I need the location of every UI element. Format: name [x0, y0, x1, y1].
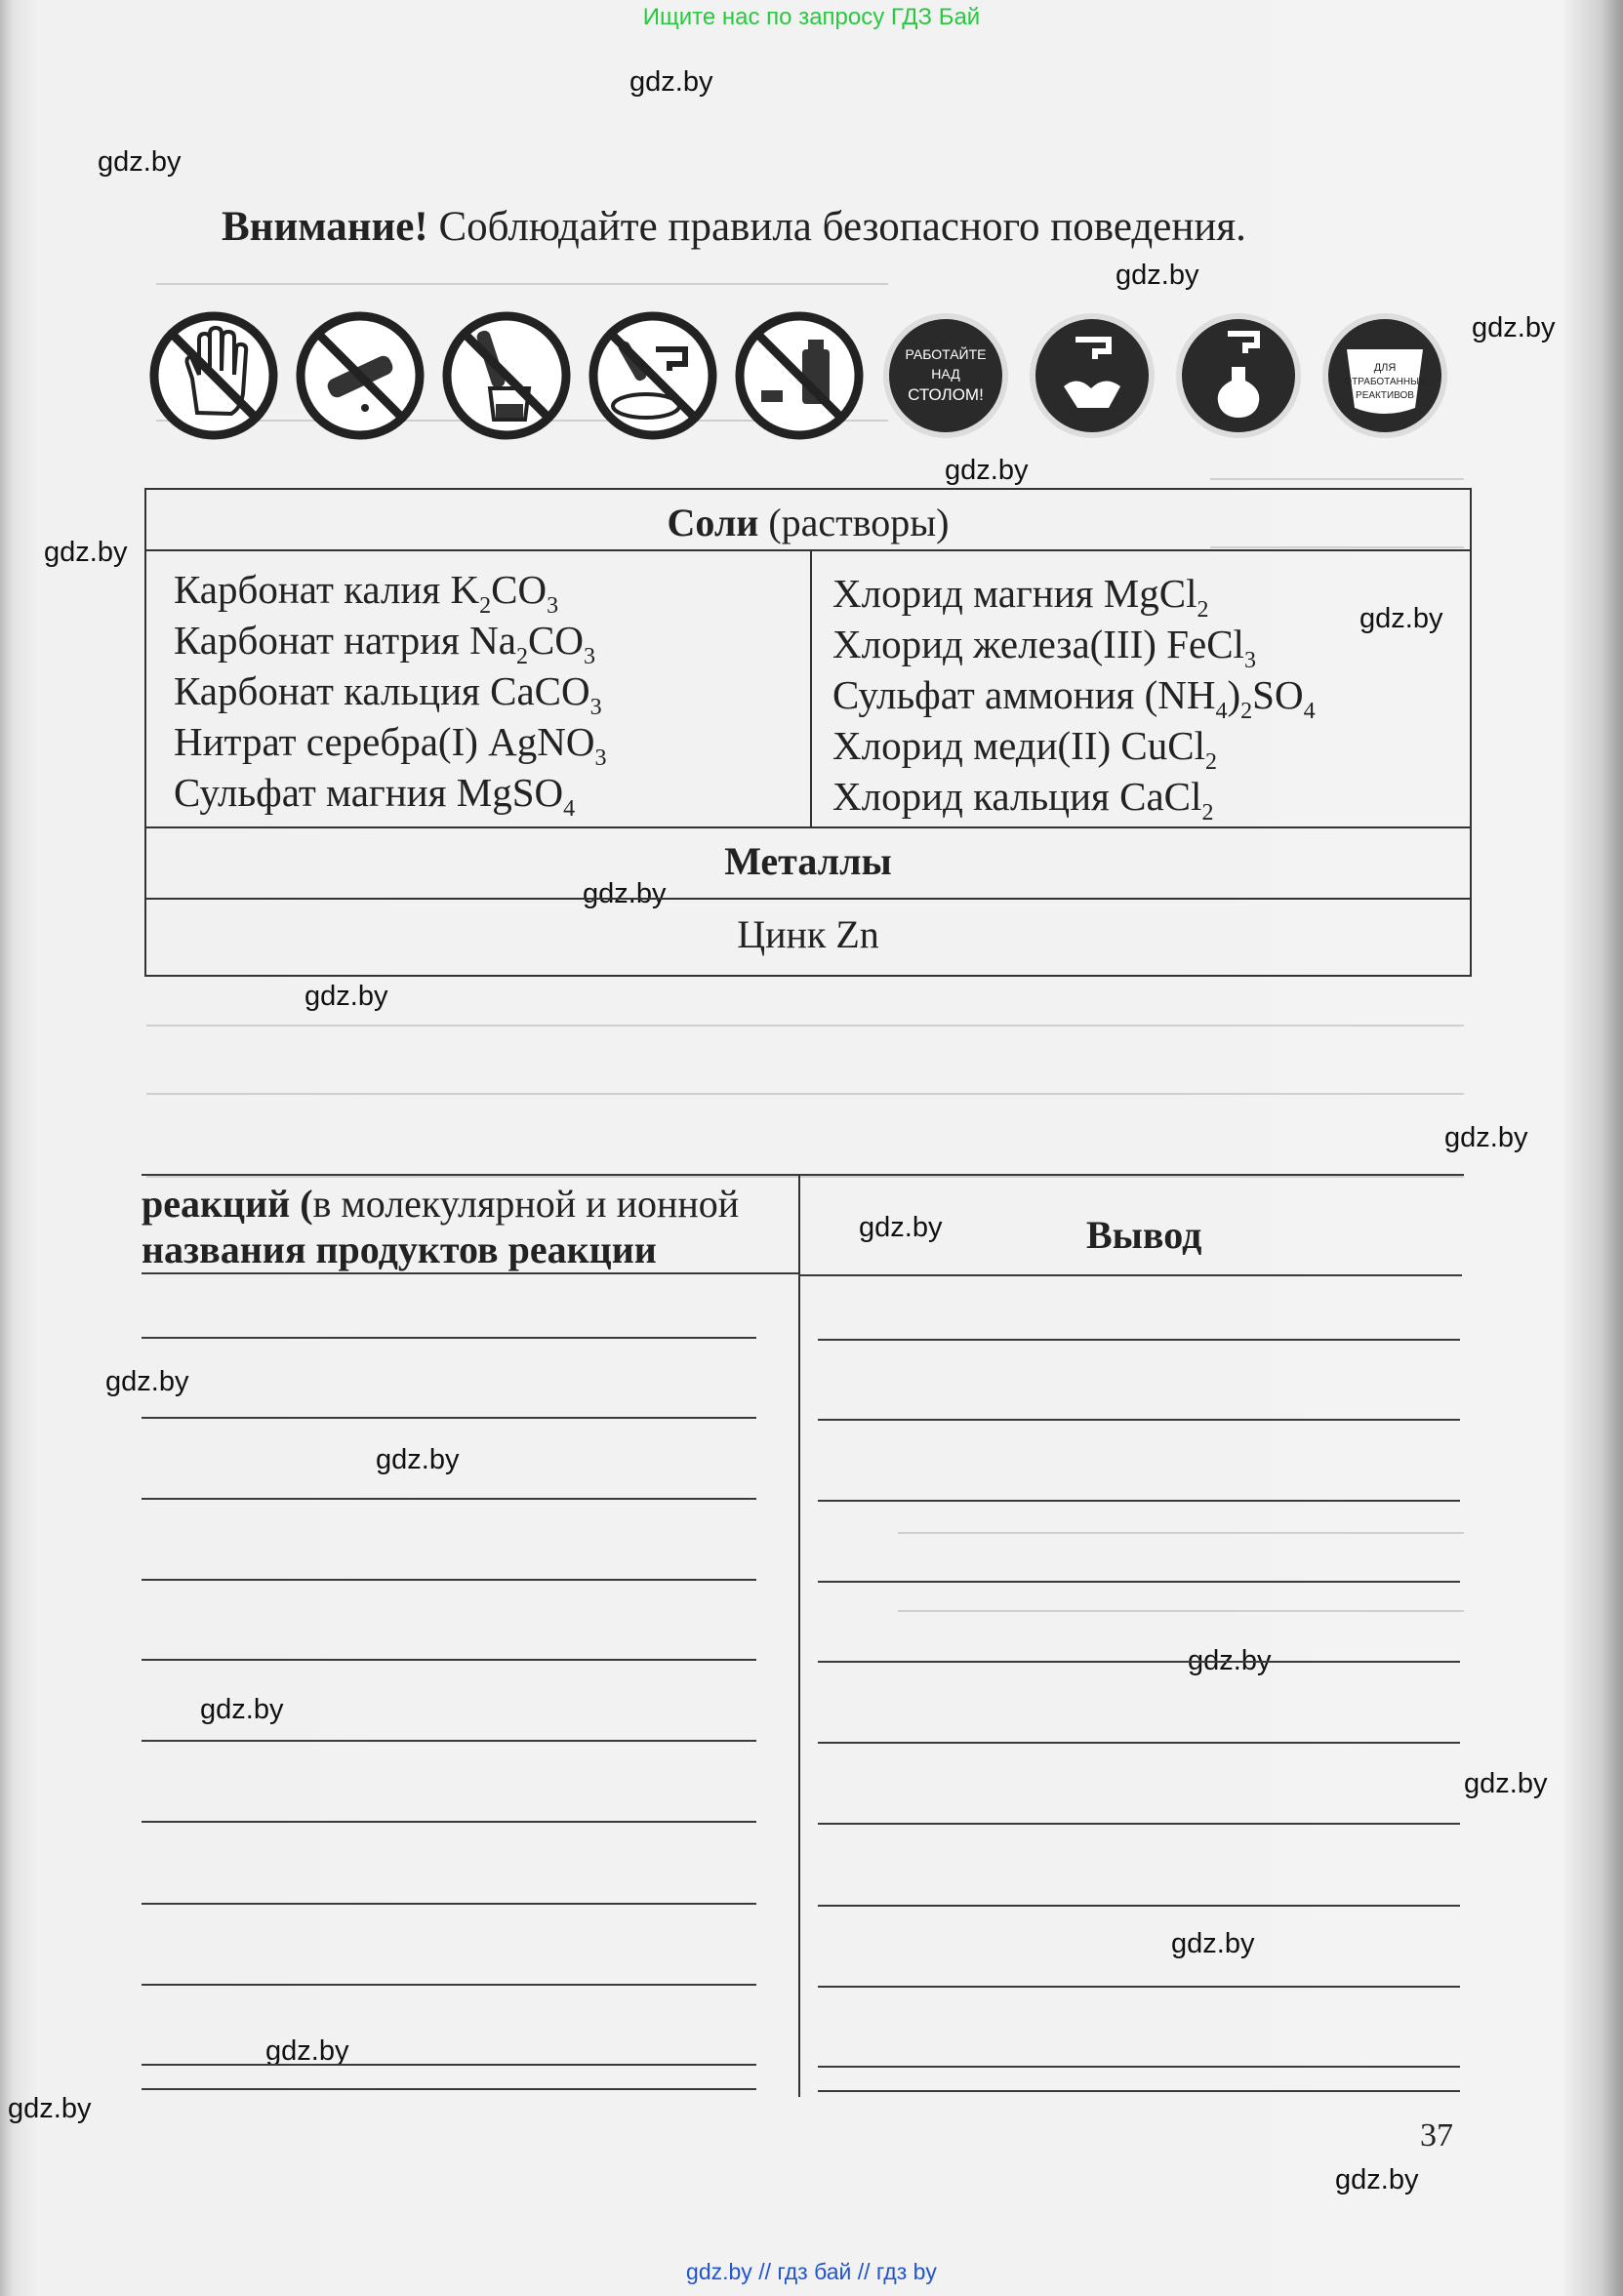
no-tasting-icon — [441, 310, 572, 441]
answer-line[interactable] — [142, 1498, 756, 1500]
salt-entry: Карбонат кальция CaCO$_3$ — [174, 668, 602, 720]
watermark: gdz.by — [1188, 1645, 1272, 1676]
answer-line[interactable] — [142, 1740, 756, 1742]
watermark: gdz.by — [1116, 260, 1199, 291]
waste-reagents-icon — [1319, 310, 1450, 441]
no-pouring-icon — [588, 310, 718, 441]
answer-line[interactable] — [142, 1903, 756, 1905]
no-test-tube-icon — [295, 310, 426, 441]
salt-entry: Карбонат калия $K_2CO_3$ — [174, 567, 559, 619]
search-banner[interactable]: Ищите нас по запросу ГДЗ Бай — [642, 4, 981, 30]
salt-entry: Хлорид меди(II) CuCl$_2$ — [832, 723, 1217, 775]
watermark: gdz.by — [1464, 1768, 1548, 1799]
watermark: gdz.by — [44, 537, 128, 568]
watermark: gdz.by — [200, 1694, 284, 1725]
salt-entry: Карбонат натрия $Na_2CO_3$ — [174, 618, 595, 669]
answer-line[interactable] — [818, 1339, 1460, 1341]
watermark: gdz.by — [1472, 312, 1556, 343]
watermark: gdz.by — [1171, 1928, 1255, 1959]
watermark: gdz.by — [583, 878, 667, 909]
answer-line[interactable] — [142, 1984, 756, 1986]
answer-line[interactable] — [818, 1823, 1460, 1825]
watermark: gdz.by — [1335, 2164, 1419, 2195]
sign-text: СТОЛОМ! — [908, 385, 984, 404]
answer-line[interactable] — [818, 1419, 1460, 1421]
watermark: gdz.by — [376, 1444, 460, 1475]
no-touch-icon — [148, 310, 279, 441]
salt-entry: Хлорид кальция CaCl$_2$ — [832, 774, 1214, 826]
reactions-header-line1: реакций (в молекулярной и ионной — [142, 1182, 740, 1226]
salt-entry: Нитрат серебра(I) AgNO$_3$ — [174, 719, 607, 771]
metals-value: Цинк Zn — [737, 912, 879, 956]
sign-text: НАД — [931, 366, 960, 382]
column-divider — [798, 1174, 800, 2097]
salts-title: Соли (растворы) — [667, 501, 950, 544]
answer-line[interactable] — [818, 1905, 1460, 1907]
conclusion-header: Вывод — [1086, 1213, 1202, 1257]
watermark: gdz.by — [1444, 1122, 1528, 1153]
watermark: gdz.by — [265, 2035, 349, 2067]
answer-line[interactable] — [818, 1581, 1460, 1583]
answer-line[interactable] — [818, 2066, 1460, 2068]
sign-text: РАБОТАЙТЕ — [905, 346, 987, 362]
no-sniffing-icon — [734, 310, 865, 441]
salt-entry: Сульфат аммония $(NH_4)_2SO_4$ — [832, 672, 1316, 724]
answer-line[interactable] — [142, 1821, 756, 1823]
heading-bold: Внимание! — [222, 204, 428, 250]
heading-text: Соблюдайте правила безопасного поведения. — [427, 204, 1246, 250]
answer-line[interactable] — [142, 2088, 756, 2090]
reagents-table — [144, 488, 1472, 977]
wash-hands-icon — [1027, 310, 1157, 441]
watermark: gdz.by — [98, 146, 182, 178]
answer-line[interactable] — [818, 1986, 1460, 1988]
answer-line[interactable] — [818, 1742, 1460, 1744]
answer-line[interactable] — [142, 2064, 756, 2066]
salt-entry: Сульфат магния MgSO$_4$ — [174, 770, 576, 822]
watermark: gdz.by — [945, 455, 1029, 486]
flask-tap-icon — [1173, 310, 1304, 441]
answer-line[interactable] — [142, 1579, 756, 1581]
metals-title: Металлы — [724, 839, 892, 883]
sign-text: ДЛЯ — [1373, 362, 1397, 374]
sign-text: ОТРАБОТАННЫХ — [1344, 377, 1426, 387]
answer-line[interactable] — [818, 1661, 1460, 1663]
watermark: gdz.by — [1359, 603, 1443, 634]
watermark: gdz.by — [105, 1366, 189, 1397]
salt-entry: Хлорид магния MgCl$_2$ — [832, 571, 1209, 623]
page-number: 37 — [1420, 2117, 1453, 2154]
footer-links[interactable]: gdz.by // гдз бай // гдз by — [686, 2259, 937, 2284]
watermark: gdz.by — [629, 66, 713, 98]
work-over-table-icon — [880, 310, 1011, 441]
salts-right-column — [832, 568, 1316, 826]
reactions-header-line2: названия продуктов реакции — [142, 1228, 657, 1271]
watermark: gdz.by — [859, 1212, 943, 1243]
salts-left-column — [174, 564, 607, 822]
salt-entry: Хлорид железа(III) FeCl$_3$ — [832, 622, 1256, 673]
sign-text: РЕАКТИВОВ — [1356, 390, 1414, 401]
answer-line[interactable] — [818, 1500, 1460, 1502]
answer-line[interactable] — [142, 1337, 756, 1339]
watermark: gdz.by — [8, 2093, 92, 2124]
safety-heading — [222, 203, 1246, 251]
answer-line[interactable] — [142, 1417, 756, 1419]
watermark: gdz.by — [304, 981, 388, 1012]
answer-line[interactable] — [818, 2090, 1460, 2092]
answer-line[interactable] — [142, 1659, 756, 1661]
